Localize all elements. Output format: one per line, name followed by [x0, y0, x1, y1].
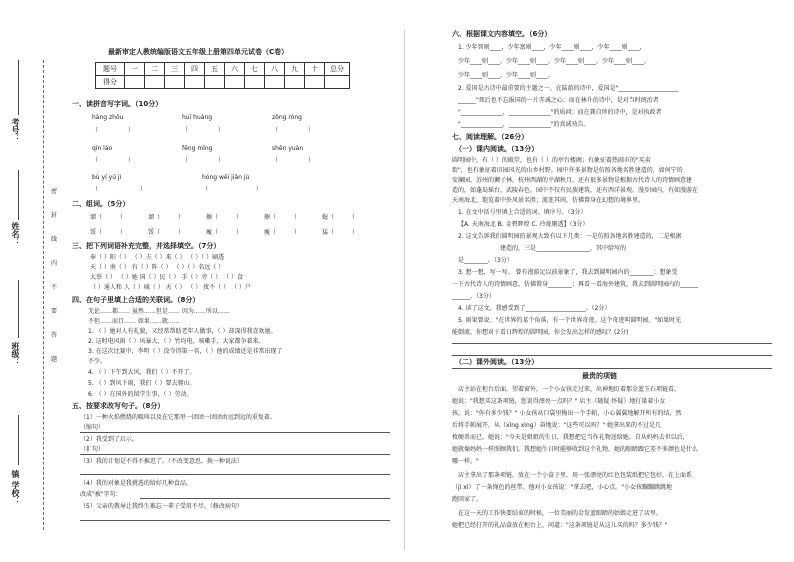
story-line-2: 她说："我想买这条项链，您说得漂亮一点吗？" 店主（随疑 怀疑）地打量着小女 [452, 398, 666, 405]
section-3-title: 三、把下列词语补充完整，并选择填空。（7分） [72, 242, 221, 250]
story-line-7: 哪一样。" [452, 458, 479, 465]
school-label: 镇 学校： [11, 470, 20, 505]
s4-item-5[interactable]: 5. （ ）到风下雨，我们（ ）要去爬山。 [88, 380, 196, 387]
r1-para-1: 圆明园中，有（ ）的殿堂，也有（ ）的亭台楼阁；有象征着热闹市的"买卖 [452, 157, 651, 164]
reading-2-title: （二）课外阅读。（13分） [455, 358, 539, 366]
r1-para-3: 安澜园，苏州的狮子林，杭州西湖的平湖秋月，还有很多景物是根据古代诗人的诗情画意建 [452, 177, 693, 184]
seal-dashed-line [43, 60, 44, 530]
name-line [18, 170, 19, 220]
r1-q3[interactable]: 3. 想一想，写一写。 曾有漫游足以前景象了，我去到圆明园内的________；想象受 [458, 269, 678, 276]
r1-para-2: 街"，也有象征着田园风光的山乡村野。园中许多景物是仿照各地名胜建造的，如何宁的 [452, 167, 683, 174]
story-line-1: 店主站在柜台后面，望着窗外。一个小女孩走过来，出神地盯着那金蓝玉石项链看。 [458, 386, 681, 393]
story-line-11: 在这一天的工作快要结束的时候，一位美丽的金发蓝眼睛的姑娘走进了店里。 [458, 510, 663, 517]
s4-item-2[interactable]: 2. 这时电风雨（ ）风暴大，（ ）竹均电，咳嗽手，大家都争着来。 [88, 338, 265, 345]
fill-row-2[interactable]: 天（ ）南（ ） 有（ ）阵（ ） （ ）（ ）名远（ ） [90, 264, 225, 271]
section-1-title: 一、读拼音写字词。（10分） [72, 100, 163, 108]
fill-row-1[interactable]: 奉（ ）阳（ ） （ ）夫（ ）来（ ） （ ）（ ）刷透 [90, 254, 225, 261]
class-label: 班级： [11, 342, 20, 366]
r1-q2c[interactable]: 是________。（3分） [458, 257, 513, 264]
s6-line-7[interactable]: "______________，______________"的真诚劝告。 [458, 121, 590, 128]
s5-answer-line-5[interactable] [80, 520, 390, 521]
story-title: 最贵的项链 [582, 372, 617, 380]
fill-row-4[interactable]: （ ）通人和 人（ ）城（ ） 天（ ） （ ） 夜不（ ） （ ）户 [90, 284, 251, 291]
s4-item-4[interactable]: 4. （ ）下午到大风，我们（ ）不开了。 [88, 369, 196, 376]
r1-q5-answer-line-1[interactable] [452, 343, 772, 344]
seal-text: 密 封 线 内 不 要 答 题 [50, 188, 57, 363]
reading-1-title: （一）课内阅读。（13分） [455, 145, 539, 153]
s5-item-3: （3）我的计划是不得不推迟了。（不改变意思，换一种说法） [80, 458, 243, 465]
section-6-title: 六、根据课文内容填空。（6分） [452, 30, 552, 38]
s4-item-3[interactable]: 3. 在这次比赛中，李明（ ）没夺得第一名，（ ）他的成绩还是非常出现了 [88, 348, 283, 355]
story-line-6: 她就像妈妈一样照顾我们。我想她生日时能够收到这个礼物，她的眼睛跟它差不多颜色是什么 [452, 446, 699, 453]
section-7-title: 七、阅读理解。（26分） [452, 133, 529, 141]
name-label: 姓名： [11, 222, 20, 246]
school-line [18, 415, 19, 465]
story-line-5: 枚硬币而已。她说："今天是姐姐的生日，我想把它当作礼物送给她。自从妈妈去世以后， [452, 434, 689, 441]
section-4-title: 四、在句子里填上合适的关联词。（8分） [72, 296, 200, 304]
score-value-row: 得分 [96, 76, 350, 89]
fill-row-3[interactable]: 大举（ ） （ ）她 国（ ）民（ ） 手（ ）旁（ ） （ ）食 [90, 274, 243, 281]
r1-q4[interactable]: 4. 读了这文，我感受到了____________________。（2分） [458, 305, 611, 312]
s5-item-1-hint: （缩句） [80, 424, 105, 431]
story-line-3: 孩，说："你有多少钱？" 小女孩从口袋里掏出一个手帕，小心翼翼地解开所有的结，然 [452, 410, 682, 417]
column-divider [404, 30, 405, 550]
exam-no-line [18, 60, 19, 115]
r1-q2b[interactable]: 建造的，三是__________________，其中给写的 [500, 245, 627, 252]
r1-q1[interactable]: 1. 在文中括号里填上合适的词。填序号。（3分） [458, 209, 587, 216]
s5-answer-line-1[interactable] [80, 432, 390, 433]
r1-para-4: 造的，如蓬岛瑶台，武陵春色。园中不仅有民族建筑，还有西洋景观。漫步园内，有如漫游在 [452, 187, 699, 194]
s4-item-3b: 不少。 [88, 358, 107, 365]
s5-item-2-hint: （扩句） [80, 446, 105, 453]
page-title: 最新审定人教统编版语文五年级上册第四单元试卷（C卷） [108, 48, 289, 56]
s6-line-6[interactable]: "______________，______________"的质问；而在龚自珍的诗中，是对执政者 [458, 109, 662, 116]
s4-options-2: 不但……而且…… 如果……就…… [88, 318, 180, 325]
story-line-9: （jì xì）了一条绳色的丝带。他对小女孩说："拿去吧，小心点。"小女孩蹦蹦跳跳地 [452, 484, 672, 491]
s5-answer-line-2[interactable] [80, 454, 390, 455]
reading-2-underline [452, 368, 772, 369]
s5-answer-line-4[interactable] [140, 498, 390, 499]
story-line-4: 后将手帕展开，从（xīng xìng）奋地说："这些可以吗？" 她拿出来的不过是几 [452, 422, 661, 429]
s5-item-4: （4）我的对象是我挑选的给好几种食品。 [80, 480, 192, 487]
section-2-title: 二、组词。（5分） [72, 200, 130, 208]
s6-line-4[interactable]: 2. 爱国是古诗中最重要的主题之一。在陆游的诗中，爱国是"____________________ [458, 85, 679, 92]
r1-q1-options[interactable]: 【A. 天南海北 B. 金碧辉煌 C. 玲珑剔透】（3分） [458, 221, 589, 228]
s6-line-2[interactable]: 少年____则____，少年____则____，少年____则____，少年____则____， [458, 58, 651, 65]
s5-item-1: （1）一种火焰燃烧的吸叫以及在它那里一团团一团团由远到远的重复着。 [80, 414, 276, 421]
binding-strip [0, 0, 62, 562]
r1-q2[interactable]: 2. 这文告诉我们圆明园的景观大致有以下几类：一是仿照各地名胜建造的，二是根据 [458, 233, 682, 240]
s4-item-1[interactable]: 1. （ ）她对人有礼貌，又经常帮助老年人做事，（ ）却深得我喜欢她。 [88, 328, 277, 335]
score-table [95, 62, 350, 89]
r1-q3c[interactable]: ______。（3分） [452, 293, 495, 300]
story-line-8: 店主拿出了那条项链，放在一个小盒子里，用一张漂亮的红色包装纸把它包好，在上面系 [458, 472, 693, 479]
s6-line-5[interactable]: ______"死后也不忘报国的一片赤诚之心；而在林升的诗中，是对当时统治者 [458, 97, 659, 104]
s4-item-6[interactable]: 6. （ ）在国外的留学生事，（ ）劳动。 [88, 391, 193, 398]
r1-para-5: 天南海北，饱览着中外风景名胜；流连其间，仿佛置身在幻想的境界里。 [452, 197, 645, 204]
s6-line-3[interactable]: 少年____则____，少年____则____。 [458, 72, 555, 79]
class-line [18, 280, 19, 338]
r1-q5-answer-line-2[interactable] [452, 355, 772, 356]
section-5-title: 五、按要求改写句子。（8分） [72, 402, 165, 410]
s5-item-2: （2）我受到了启示。 [80, 436, 138, 443]
s5-item-4-hint: 改成"被"字句： [80, 491, 122, 498]
s5-answer-line-3[interactable] [80, 474, 390, 475]
story-line-10: 跑回家了。 [452, 496, 483, 503]
s6-line-1[interactable]: 1. 少年智则____，少年富则____，少年____则____，少年____则____， [458, 44, 646, 51]
r1-q5b: 能倒流，你想对于看日辉煌的圆明园，你会发出怎样的感叹？(2分) [452, 329, 629, 336]
s5-item-5: （5）父亲的教导让我终生难忘一辈子受用不尽。（修改病句） [80, 503, 243, 510]
r1-q5: 5. 雨果曾说："在世界的某个角落，有一个世界奇迹。这个奇迹叫圆明园。"如果时光 [458, 317, 682, 324]
exam-no-label: 考号： [11, 118, 20, 142]
score-header-row: 题号 一 二 三 四 五 六 七 八 九 十 总分 [96, 63, 350, 76]
story-line-12: 她把已经打开的礼品盒放在柜台上，问道："这条项链是从这儿买的吗？多少钱？" [452, 522, 668, 529]
s4-options: 无论……都…… 虽然……但是…… 因为……所以…… [88, 308, 230, 315]
r1-q3b[interactable]: 一下古代诗人的诗情画意，仿佛置身________；再看一看海外建筑，我去到圆明园内的______ [452, 281, 699, 288]
